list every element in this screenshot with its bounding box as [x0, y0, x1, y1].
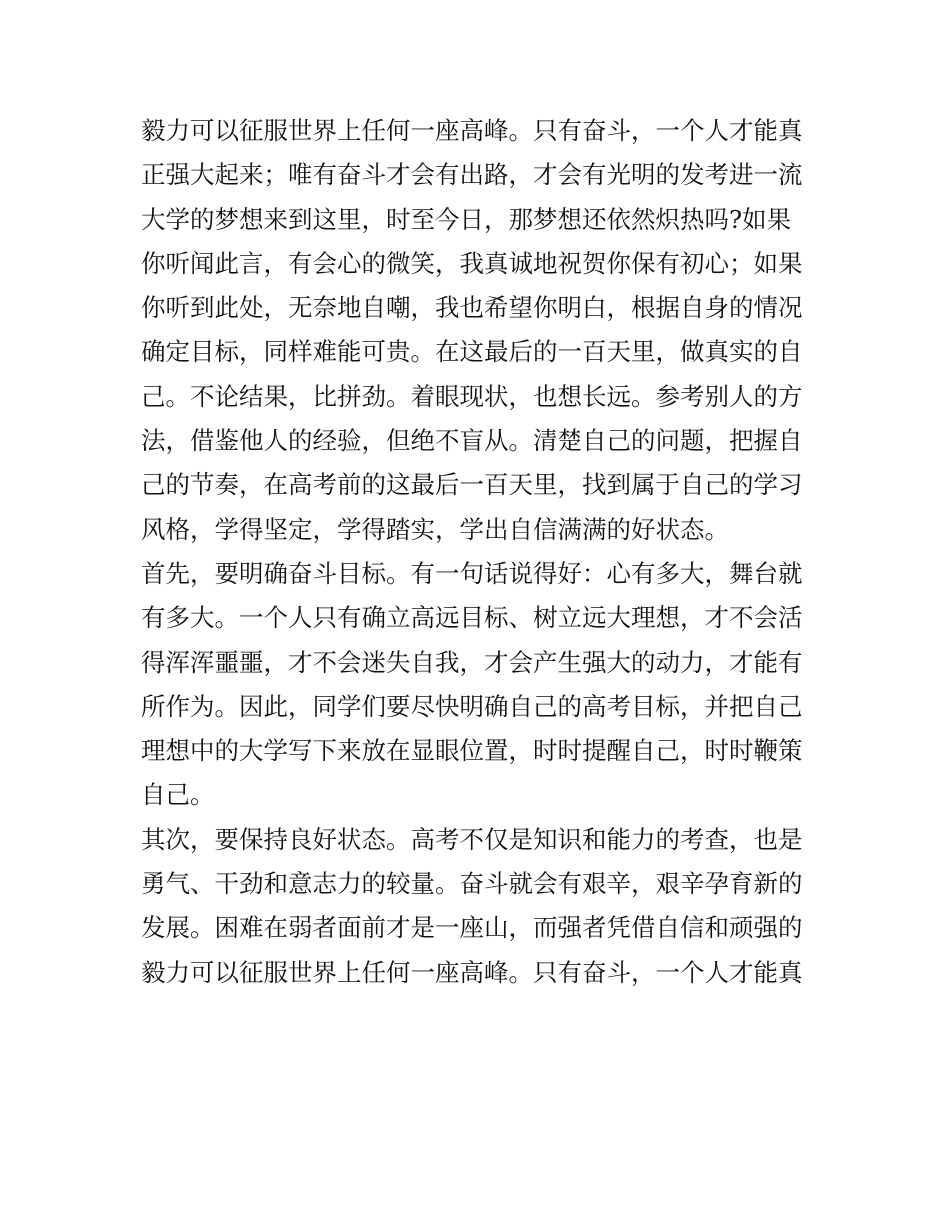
text-line: 有多大。一个人只有确立高远目标、树立远大理想，才不会活: [141, 603, 803, 633]
text-line: 勇气、干劲和意志力的较量。奋斗就会有艰辛，艰辛孕育新的: [141, 869, 803, 899]
text-line: 首先，要明确奋斗目标。有一句话说得好：心有多大，舞台就: [141, 558, 803, 588]
paragraph-1: [141, 109, 821, 552]
text-line: 风格，学得坚定，学得踏实，学出自信满满的好状态。: [141, 514, 729, 544]
text-line: 毅力可以征服世界上任何一座高峰。只有奋斗，一个人才能真: [141, 957, 803, 987]
text-line: 发展。困难在弱者面前才是一座山，而强者凭借自信和顽强的: [141, 913, 803, 943]
text-line: 你听到此处，无奈地自嘲，我也希望你明白，根据自身的情况: [141, 293, 803, 323]
text-line: 毅力可以征服世界上任何一座高峰。只有奋斗，一个人才能真: [141, 116, 803, 145]
text-line: 己。不论结果，比拼劲。着眼现状，也想长远。参考别人的方: [141, 381, 803, 411]
text-line: 大学的梦想来到这里，时至今日，那梦想还依然炽热吗?如果: [141, 204, 792, 234]
text-line: 正强大起来；唯有奋斗才会有出路，才会有光明的发考进一流: [141, 160, 803, 190]
text-line: 得浑浑噩噩，才不会迷失自我，才会产生强大的动力，才能有: [141, 647, 803, 677]
text-line: 确定目标，同样难能可贵。在这最后的一百天里，做真实的自: [141, 337, 803, 367]
text-line: 所作为。因此，同学们要尽快明确自己的高考目标，并把自己: [141, 691, 803, 721]
text-line: 自己。: [141, 780, 215, 810]
text-line: 己的节奏，在高考前的这最后一百天里，找到属于自己的学习: [141, 470, 803, 500]
text-line: 法，借鉴他人的经验，但绝不盲从。清楚自己的问题，把握自: [141, 426, 803, 456]
paragraph-2: [141, 552, 821, 818]
body-text: [141, 109, 821, 995]
text-line: 理想中的大学写下来放在显眼位置，时时提醒自己，时时鞭策: [141, 736, 803, 766]
text-line: 其次，要保持良好状态。高考不仅是知识和能力的考查，也是: [141, 824, 803, 854]
paragraph-3: [141, 818, 821, 995]
text-line: 你听闻此言，有会心的微笑，我真诚地祝贺你保有初心；如果: [141, 248, 803, 278]
